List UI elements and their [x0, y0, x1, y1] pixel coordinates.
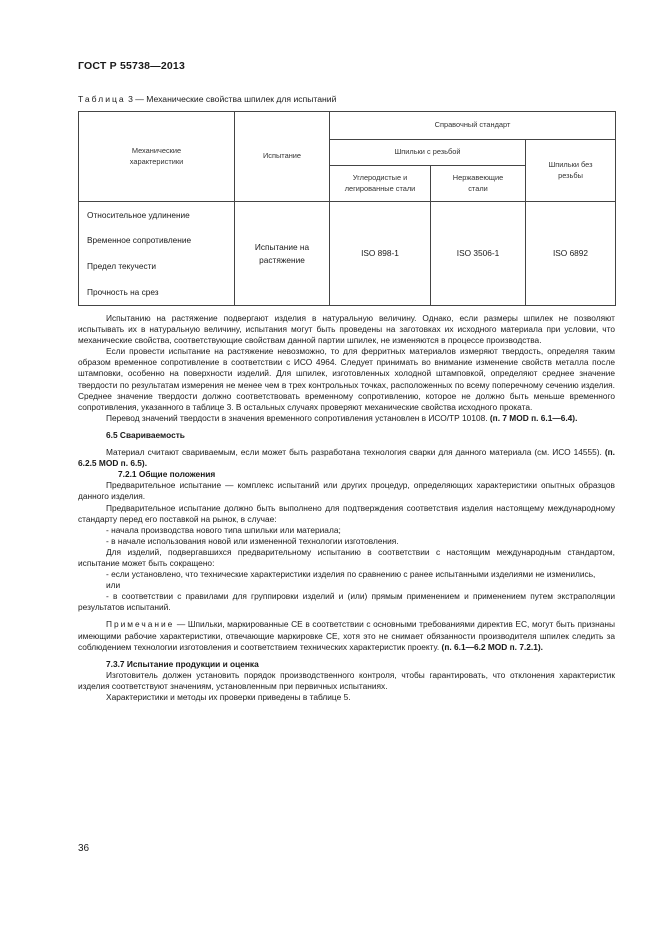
heading-text: 7.2.1 Общие положения [118, 469, 216, 480]
note [78, 619, 615, 652]
list-item: - в начале использования новой или измененной технологии изготовления. [106, 535, 399, 546]
header-unthreaded-studs: Шпильки без резьбы [526, 140, 616, 202]
header-test: Испытание [235, 112, 330, 202]
heading-product-testing [78, 659, 615, 670]
clause-reference: (п. 6.2.5 MOD п. 6.5). [78, 447, 615, 469]
header-threaded-studs: Шпильки с резьбой [330, 140, 526, 166]
table-row-elongation: Относительное удлинение [79, 202, 235, 228]
list-connector-or: или [106, 580, 121, 591]
header-carbon-alloy-steels: Углеродистые и легированные стали [330, 166, 431, 202]
paragraph-table-reference: Характеристики и методы их проверки приведены в таблице 5. [106, 692, 351, 702]
table-caption [78, 94, 336, 104]
paragraph-hardness-conversion [78, 413, 615, 424]
header-mech-characteristics: Механические характеристики [79, 112, 235, 202]
table-caption-text: — Механические свойства шпилек для испытаний [135, 94, 337, 104]
list-item: - в соответствии с правилами для группировки изделий и (или) прямым применением и применением путем экстраполяции результатов испытаний. [78, 591, 615, 613]
table-caption-number: 3 [128, 94, 133, 104]
clause-reference: (п. 7 MOD п. 6.1—6.4). [489, 412, 578, 423]
paragraph-text: Материал считают свариваемым, если может быть разработана технология сварки для данного материала (см. ИСО 14555). [106, 447, 602, 458]
note-label: Примечание [106, 619, 175, 630]
header-reference-standard: Справочный стандарт [330, 112, 616, 140]
mechanical-properties-table [78, 111, 616, 306]
paragraph-production-control: Изготовитель должен установить порядок производственного контроля, чтобы гарантировать, что отклонения характеристик изделия соответствуют значениям, установленным при первичных испытаниях. [78, 669, 615, 691]
document-header: ГОСТ Р 55738—2013 [78, 60, 186, 72]
table-row-yield-strength: Предел текучести [79, 254, 235, 280]
heading-text: 7.3.7 Испытание продукции и оценка [106, 658, 259, 669]
heading-text: 6.5 Свариваемость [106, 429, 185, 440]
table-row-shear-strength: Прочность на срез [79, 280, 235, 306]
page-number: 36 [78, 843, 90, 854]
paragraph-preliminary-test-required: Предварительное испытание должно быть выполнено для подтверждения соответствия изделия настоящему международному стандарту перед его поставкой на рынок, в случае: [78, 502, 615, 524]
paragraph-text: Перевод значений твердости в значения временного сопротивления установлен в ИСО/ТР 10108. [106, 412, 488, 423]
heading-general-provisions [78, 469, 615, 480]
table-caption-prefix: Таблица [78, 94, 126, 104]
body-text [78, 313, 615, 703]
heading-weldability [78, 430, 615, 441]
std-carbon-alloy: ISO 898-1 [330, 202, 431, 306]
std-unthreaded: ISO 6892 [526, 202, 616, 306]
test-tensile: Испытание на растяжение [235, 202, 330, 306]
paragraph-preliminary-test: Предварительное испытание — комплекс испытаний или других процедур, определяющих характеристики опытных образцов данного изделия. [78, 480, 615, 502]
paragraph-reduced-testing: Для изделий, подвергавшихся предварительному испытанию в соответствии с настоящим международным стандартом, испытание может быть сокращено: [78, 546, 615, 568]
list-item: - если установлено, что технические характеристики изделия по сравнению с ранее испытанными изделиями не изменились, [106, 569, 596, 580]
header-stainless-steels: Нержавеющие стали [431, 166, 526, 202]
table-row-tensile-strength: Временное сопротивление [79, 228, 235, 254]
std-stainless: ISO 3506-1 [431, 202, 526, 306]
paragraph-weldability [78, 447, 615, 469]
clause-reference: (п. 6.1—6.2 MOD п. 7.2.1). [441, 641, 543, 652]
paragraph-tensile-test: Испытанию на растяжение подвергают изделия в натуральную величину. Однако, если размеры шпилек не позволяют испытывать их в натуральную величину, испытания могут быть проведены на заготовках их исходного материала при условии, что механические свойства, соответствующие свойствам данной партии шпилек, не изменяются в процессе производства. [78, 313, 615, 346]
note-text: — Шпильки, маркированные СЕ в соответствии с основными требованиями директив ЕС, могут быть признаны имеющими рабочие характеристики, отвечающие маркировке СЕ, хотя это не снимает обязанности производителя шпилек следить за соблюдением технологии изготовления и соответствием технических характеристик проекту. [78, 619, 615, 652]
list-item: - начала производства нового типа шпильки или материала; [106, 524, 341, 535]
paragraph-hardness: Если провести испытание на растяжение невозможно, то для ферритных материалов измеряют твердость, определяя таким образом временное сопротивление в соответствии с ИСО 4964. Следует принимать во внимание изменение свойств металла после штамповки, особенно на поверхности изделий. Для шпилек, изготовленных холодной штамповкой, определяют среднее значение твердости по результатам измерения не менее чем в трех контрольных точках, расположенных по всему поперечному сечению изделия. Среднее значение твердости должно соответствовать временному сопротивлению, которое не должно быть меньше временного сопротивления, указанного в таблице 3. В остальных случаях проверяют механические свойства исходного проката. [78, 346, 615, 412]
